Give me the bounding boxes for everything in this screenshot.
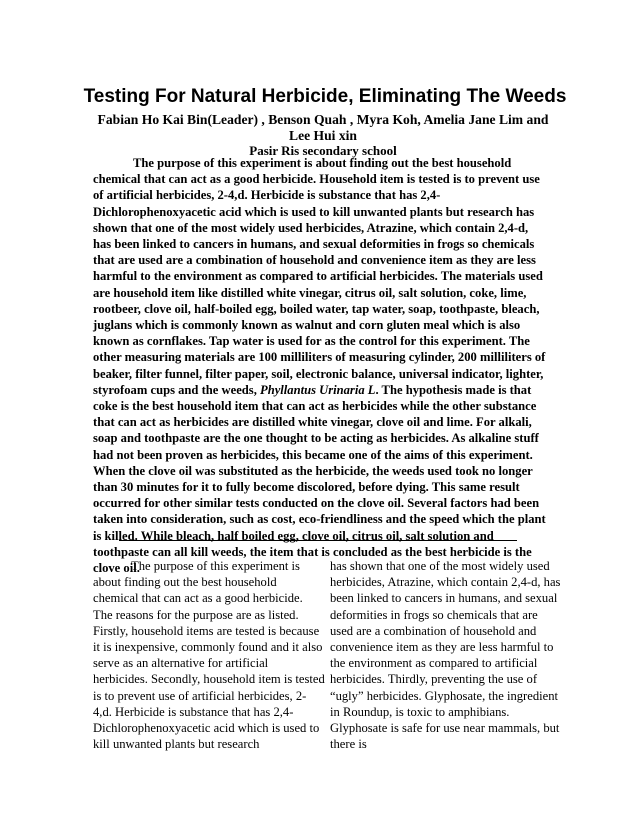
author-list: Fabian Ho Kai Bin(Leader) , Benson Quah , Myra Koh, Amelia Jane Lim and Lee Hui xin [97, 112, 549, 143]
body-column-right: has shown that one of the most widely used herbicides, Atrazine, which contain 2,4-d, has been linked to cancers in humans, and sexual deformities in frogs so chemicals that are used are a combination of household and convenience item as they are less harmful to the environment as compared to artificial herbicides. Thirdly, preventing the use of “ugly” herbicides. Glyphosate, the ingredient in Roundup, is toxic to amphibians. Glyphosate is safe for use near mammals, but there is [330, 559, 561, 752]
school-name: Pasir Ris secondary school [249, 143, 397, 158]
abstract-text-part2: . The hypothesis made is that coke is the best household item that can act as herbicides while the other substance that can act as herbicides are distilled white vinegar, clove oil and lime. For alkali, soap and toothpaste are the one thought to be acting as herbicides. As alkaline stuff had not been proven as herbicides, this became one of the aims of this experiment. When the clove oil was substituted as the herbicide, the weeds used took no longer than 30 minutes for it to fully become discolored, before dying. This same result occurred for other similar tests conducted on the clove oil. Several factors had been taken into consideration, such as cost, eco-friendliness and the speed which the plant is killed. While bleach, half boiled egg, clove oil, citrus oil, salt solution and toothpaste can all kill weeds, the item that is concluded as the best herbicide is the clove oil. [93, 382, 546, 576]
section-divider [119, 540, 517, 541]
species-name: Phyllantus Urinaria L [260, 382, 376, 397]
abstract-text-part1: The purpose of this experiment is about finding out the best household chemical that can act as a good herbicide. Household item is tested is to prevent use of artificial herbicides, 2-4,d. Herbicide is substance that has 2,4-Dichlorophenoxyacetic acid which is used to kill unwanted plants but research has shown that one of the most widely used herbicides, Atrazine, which contain 2,4-d, has been linked to cancers in humans, and sexual deformities in frogs so chemicals that are used are a combination of household and convenience item as they are less harmful to the environment as compared to artificial herbicides. The materials used are household item like distilled white vinegar, citrus oil, salt solution, coke, lime, rootbeer, clove oil, half-boiled egg, boiled water, tap water, soap, toothpaste, bleach, juglans which is commonly known as walnut and corn gluten meal which is also known as cornflakes. Tap water is used for as the control for this experiment. The other measuring materials are 100 milliliters of measuring cylinder, 200 milliliters of beaker, filter funnel, filter paper, soil, electronic balance, universal indicator, lighter, styrofoam cups and the weeds, [93, 156, 546, 397]
body-column-left: The purpose of this experiment is about finding out the best household chemical that can act as a good herbicide. The reasons for the purpose are as listed. Firstly, household items are tested is because it is inexpensive, commonly found and it also serve as an alternative for artificial herbicides. Secondly, household item is tested is to prevent use of artificial herbicides, 2-4,d. Herbicide is substance that has 2,4-Dichlorophenoxyacetic acid which is used to kill unwanted plants but research [93, 559, 325, 752]
abstract [93, 155, 548, 576]
paper-title: Testing For Natural Herbicide, Eliminating The Weeds [83, 86, 567, 107]
